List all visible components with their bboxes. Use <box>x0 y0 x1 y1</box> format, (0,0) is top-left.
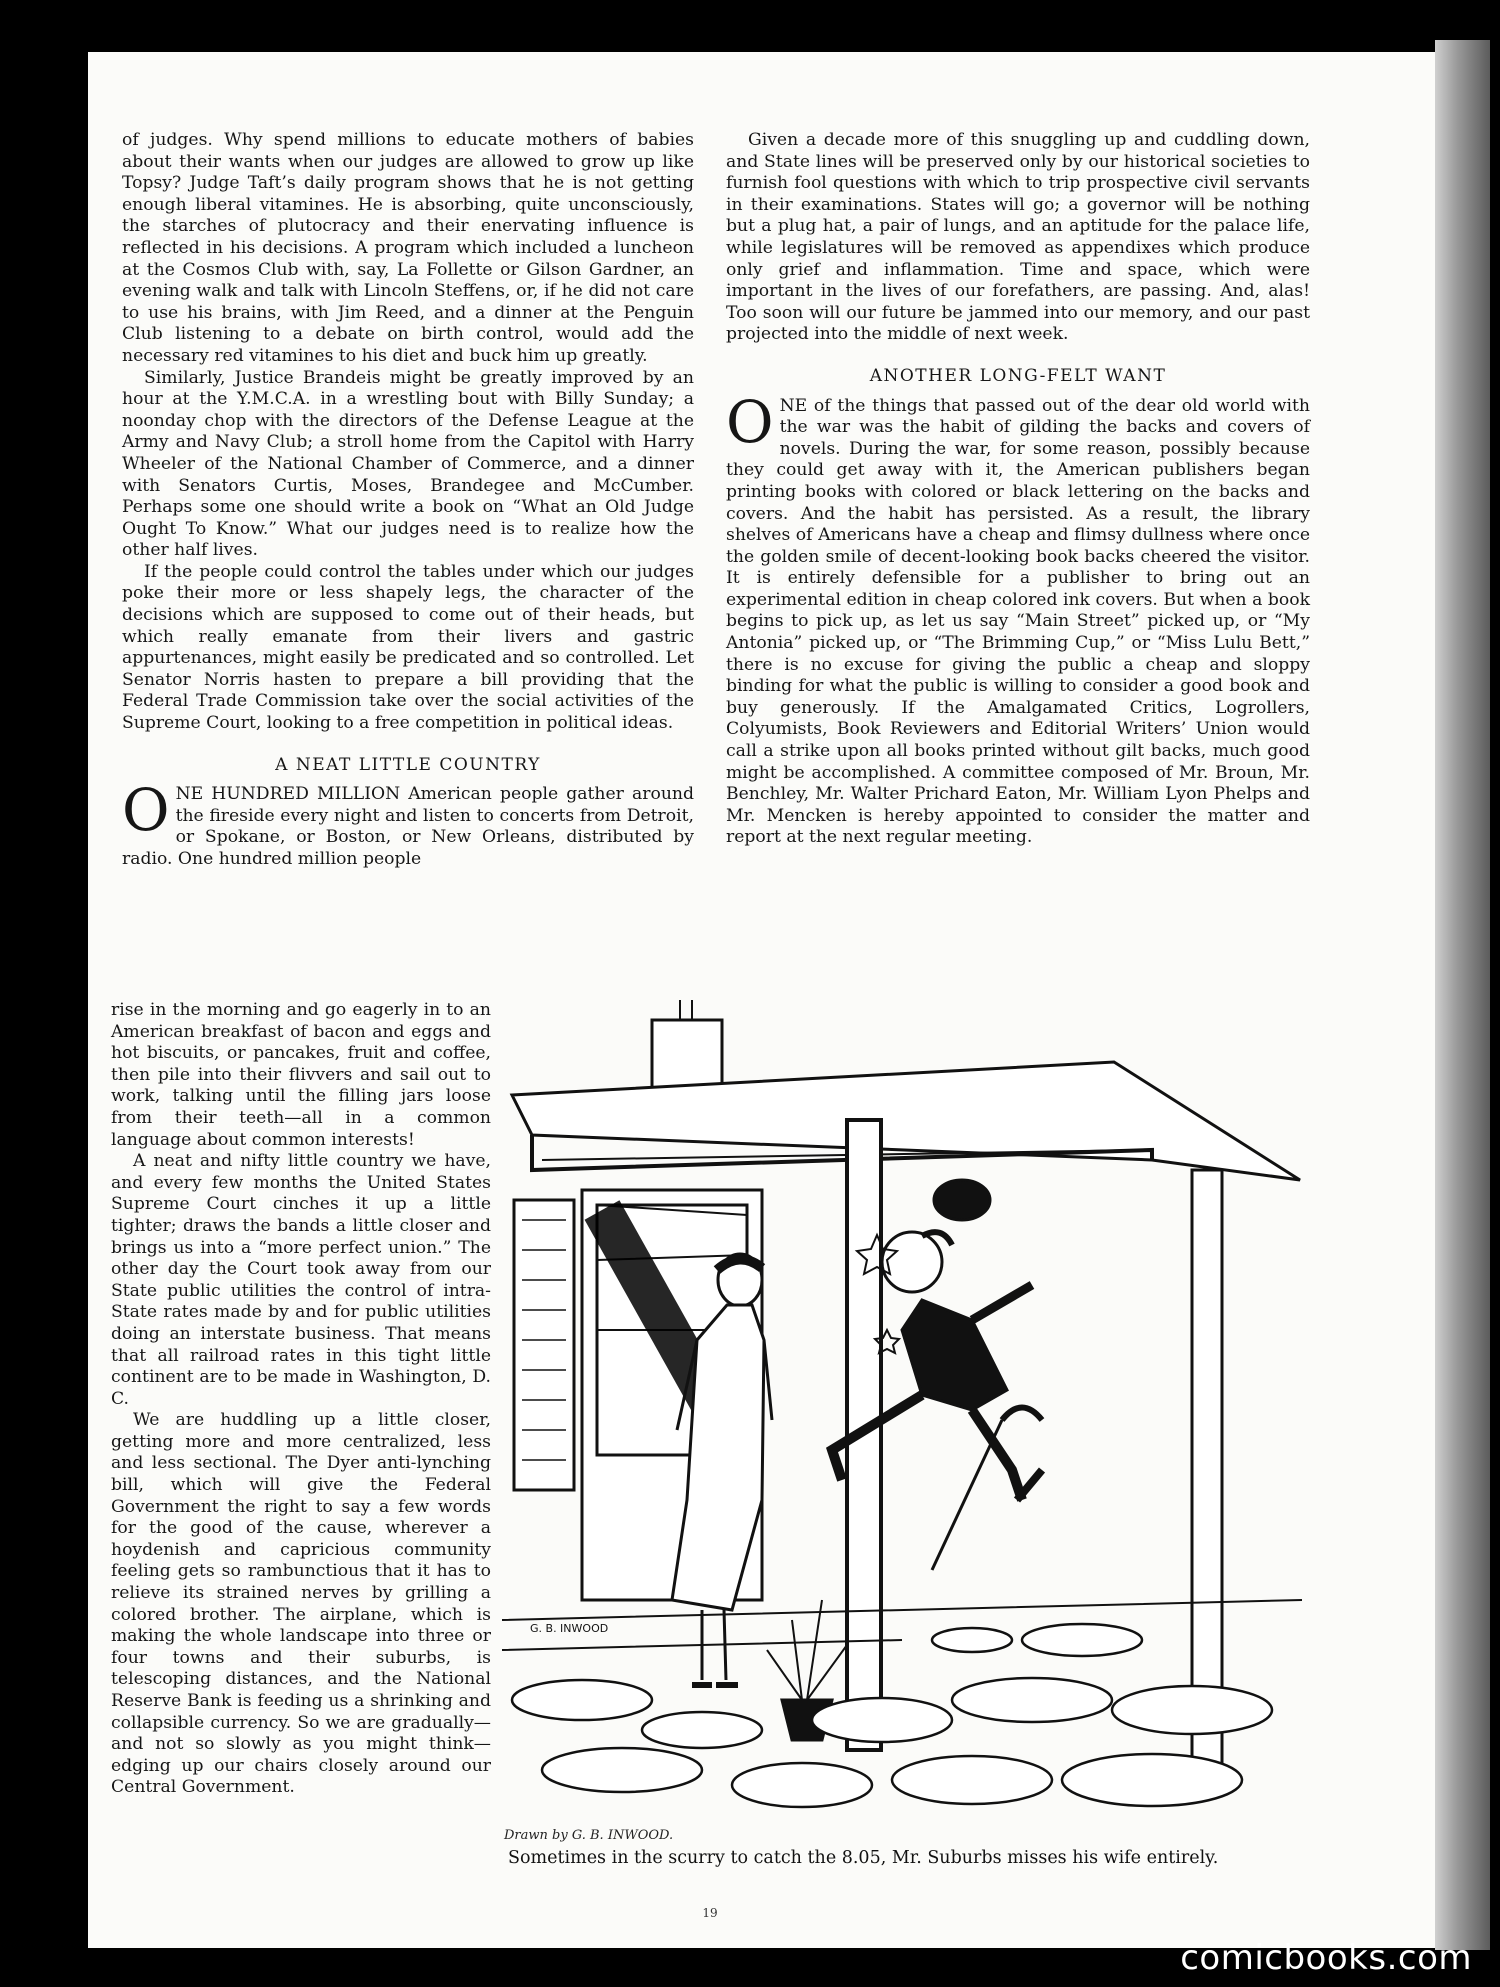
drop-cap: O <box>122 776 170 845</box>
right-column <box>726 130 1310 849</box>
paragraph-text: of the things that passed out of the dear old world with the war was the habit of gilding the backs and covers of novels. During the war, for some reason, possibly because they could get away with it, the American publishers began printing books with colored or black lettering on the backs and covers. And the habit has persisted. As a result, the library shelves of Americans have a cheap and flimsy dullness where once the golden smile of decent-looking book backs cheered the visitor. It is entirely defensible for a publisher to bring out an experimental edition in cheap colored ink covers. But when a book begins to pick up, as let us say “Main Street” picked up, or “My Antonia” picked up, or “The Brimming Cup,” or “Miss Lulu Bett,” there is no excuse for giving the public a cheap and sloppy binding for what the public is willing to consider a good book and buy generously. If the Amalgamated Critics, Logrollers, Colyumists, Book Reviewers and Editorial Writers’ Union would call a strike upon all books printed without gilt backs, much good might be accomplished. A committee composed of Mr. Broun, Mr. Benchley, Mr. Walter Prichard Eaton, Mr. William Lyon Phelps and Mr. Mencken is hereby appointed to consider the matter and report at the next regular meeting. <box>726 395 1310 848</box>
cartoon-illustration <box>502 1000 1302 1824</box>
left-column <box>122 130 694 871</box>
paragraph-text: American people gather around the fireside every night and listen to concerts from Detroit, or Spokane, or Boston, or New Orleans, distributed by radio. One hundred million people <box>122 784 694 869</box>
paragraph: of judges. Why spend millions to educate mothers of babies about their wants when our judges are allowed to grow up like Topsy? Judge Taft’s daily program shows that he is not getting enough liberal vitamines. He is absorbing, quite unconsciously, the starches of plutocracy and their enervating influence is reflected in his decisions. A program which included a luncheon at the Cosmos Club with, say, La Follette or Gilson Gardner, an evening walk and talk with Lincoln Steffens, or, if he did not care to use his brains, with Jim Reed, and a dinner at the Penguin Club listening to a debate on birth control, would add the necessary red vitamines to his diet and buck him up greatly. <box>122 130 694 366</box>
paragraph: rise in the morning and go eagerly in to an American breakfast of bacon and eggs and hot biscuits, or pancakes, fruit and coffee, then pile into their flivvers and sail out to work, talking until the filling jars loose from their teeth—all in a common language about common interests! <box>111 1000 491 1150</box>
paragraph: A neat and nifty little country we have, and every few months the United States Supreme Court cinches it up a little tighter; draws the bands a little closer and brings us into a “more perfect union.” The other day the Court took away from our State public utilities the control of intra-State rates made by and for public utilities doing an interstate business. That means that all railroad rates in this tight little continent are to be made in Washington, D. C. <box>111 1151 491 1409</box>
illustration-caption: Sometimes in the scurry to catch the 8.05, Mr. Suburbs misses his wife entirely. <box>508 1848 1219 1868</box>
book-spine <box>1435 40 1490 1950</box>
section-heading: ANOTHER LONG-FELT WANT <box>869 365 1167 386</box>
watermark: comicbooks.com <box>1180 1938 1472 1978</box>
paragraph: Similarly, Justice Brandeis might be greatly improved by an hour at the Y.M.C.A. in a wrestling bout with Billy Sunday; a noonday chop with the directors of the Defense League at the Army and Navy Club; a stroll home from the Capitol with Harry Wheeler of the National Chamber of Commerce, and a dinner with Senators Curtis, Moses, Brandegee and McCumber. Perhaps some one should write a book on “What an Old Judge Ought To Know.” What our judges need is to realize how the other half lives. <box>122 367 694 561</box>
artist-signature: G. B. INWOOD <box>530 1622 609 1635</box>
paragraph: We are huddling up a little closer, getting more and more centralized, less and less sectional. The Dyer anti-lynching bill, which will give the Federal Government the right to say a few words for the good of the cause, wherever a hoydenish and capricious community feeling gets so rambunctious that it has to relieve its strained nerves by grilling a colored brother. The airplane, which is making the whole landscape into three or four towns and their suburbs, is telescoping distances, and the National Reserve Bank is feeding us a shrinking and collapsible currency. So we are gradually—and not so slowly as you might think—edging up our chairs closely around our Central Government. <box>111 1410 491 1798</box>
illustration-credit: Drawn by G. B. INWOOD. <box>504 1828 674 1843</box>
section-first-paragraph <box>122 776 694 870</box>
left-lower-column <box>111 1000 491 1799</box>
paragraph: Given a decade more of this snuggling up and cuddling down, and State lines will be preserved only by our historical societies to furnish fool questions with which to trip prospective civil servants in their examinations. States will go; a governor will be nothing but a plug hat, a pair of lungs, and an aptitude for the palace life, while legislatures will be removed as appendixes which produce only grief and inflammation. Time and space, which were important in the lives of our forefathers, are passing. And, alas! Too soon will our future be jammed into our memory, and our past projected into the middle of next week. <box>726 130 1310 345</box>
section-first-paragraph <box>726 387 1310 849</box>
page-number: 19 <box>702 1906 718 1920</box>
section-heading: A NEAT LITTLE COUNTRY <box>275 754 541 775</box>
lead-in: NE HUNDRED MILLION <box>175 784 401 805</box>
paragraph: If the people could control the tables under which our judges poke their more or less shapely legs, the character of the decisions which are supposed to come out of their heads, but which really emanate from their livers and gastric appurtenances, might easily be predicated and so controlled. Let Senator Norris hasten to prepare a bill providing that the Federal Trade Commission take over the social activities of the Supreme Court, looking to a free competition in political ideas. <box>122 561 694 734</box>
drop-cap: O <box>726 387 774 456</box>
lead-in: NE <box>779 395 808 416</box>
